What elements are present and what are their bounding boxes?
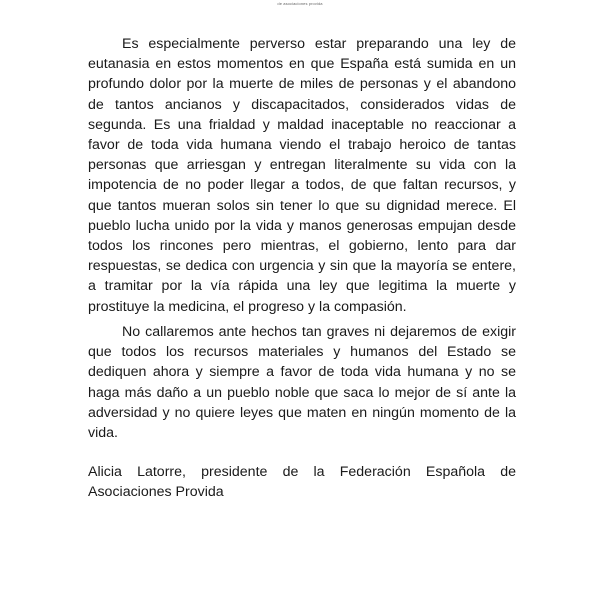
- paragraph-2: No callaremos ante hechos tan graves ni dejaremos de exigir que todos los recursos materiales y humanos del Estado se dediquen ahora y siempre a favor de toda vida humana y no se haga más daño a un pueblo noble que saca lo mejor de sí ante la adversidad y no quiere leyes que maten en ningún momento de la vida.: [88, 324, 516, 442]
- signature: Alicia Latorre, presidente de la Federación Española de Asociaciones Provida: [88, 464, 516, 501]
- paragraph-1: Es especialmente perverso estar preparando una ley de eutanasia en estos momentos en que España está sumida en un profundo dolor por la muerte de miles de personas y el abandono de tantos ancianos y discapacitados, considerados vidas de segunda. Es una frialdad y maldad inaceptable no reaccionar a favor de toda vida humana viendo el trabajo heroico de tantas personas que arriesgan y entregan literalmente su vida con la impotencia de no poder llegar a todos, de que faltan recursos, y que tantos mueran solos sin tener lo que su dignidad merece. El pueblo lucha unido por la vida y manos generosas empujan desde todos los rincones pero mientras, el gobierno, lento para dar respuestas, se dedica con urgencia y sin que la mayoría se entere, a tramitar por la vía rápida una ley que legitima la muerte y prostituye la medicina, el progreso y la compasión.: [88, 36, 516, 315]
- header-caption: de asociaciones provida: [277, 1, 323, 6]
